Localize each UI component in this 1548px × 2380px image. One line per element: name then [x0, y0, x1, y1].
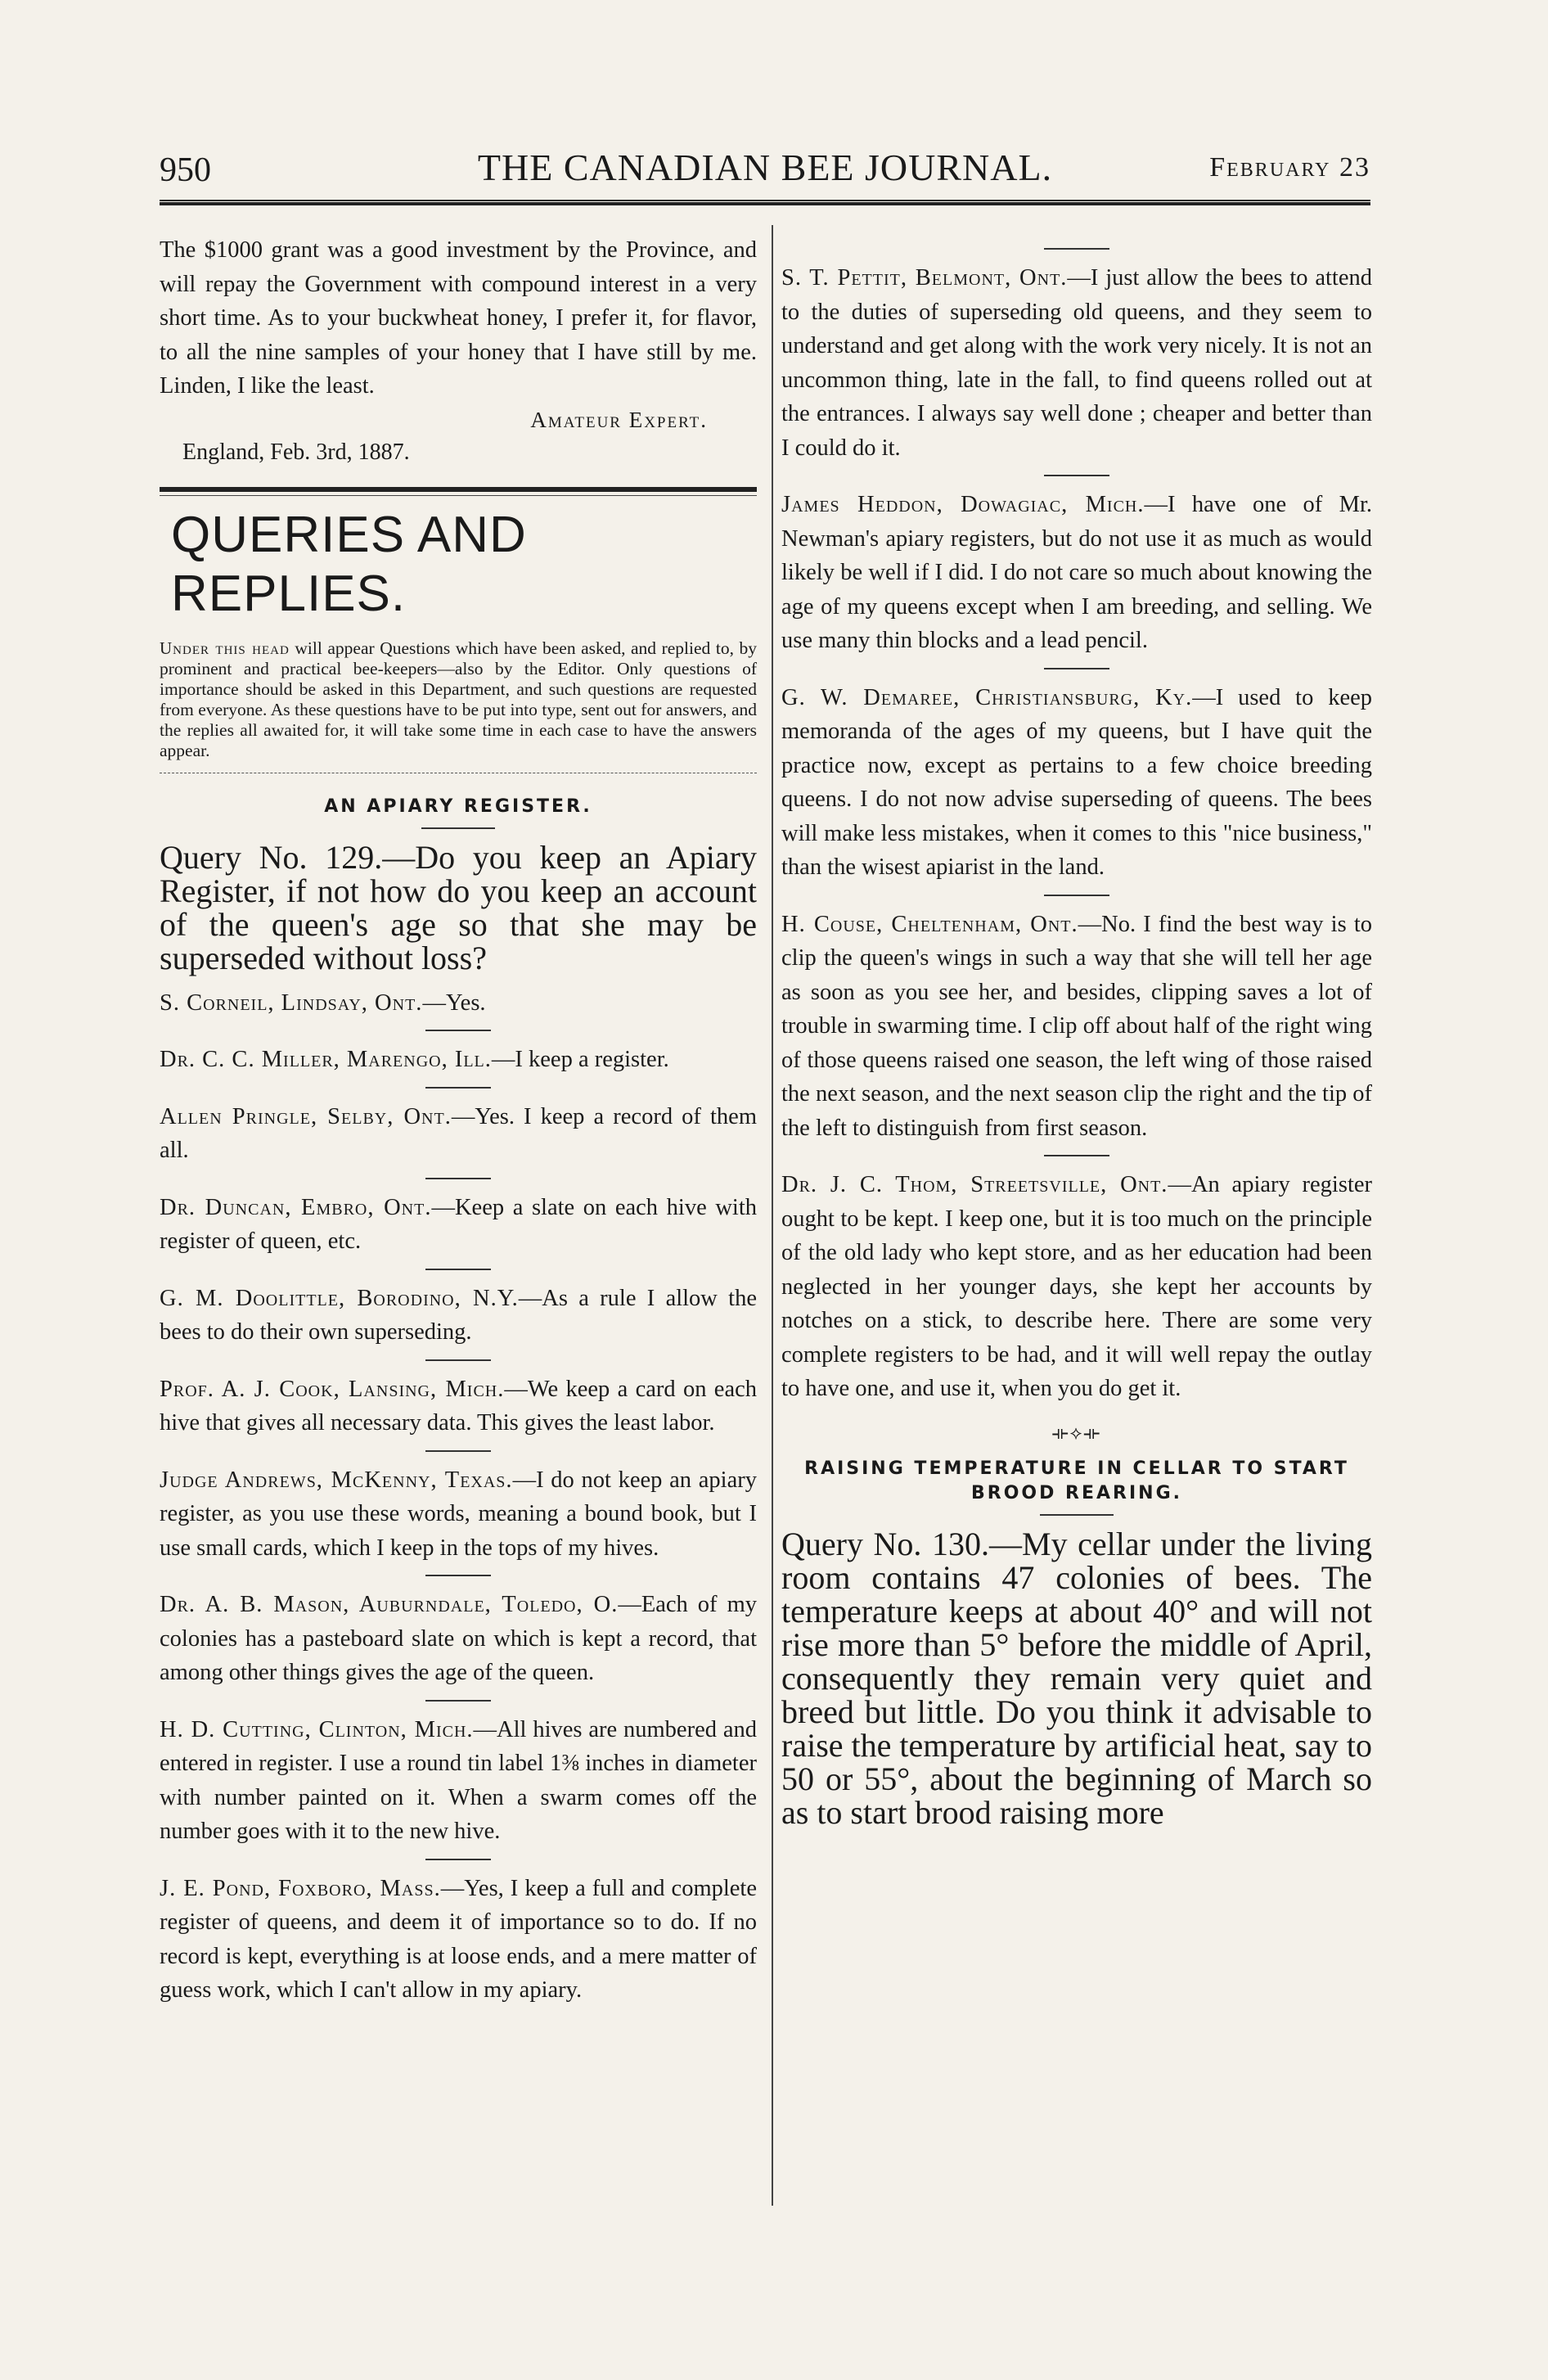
right-column: [781, 233, 1372, 1829]
answer-text: —I have one of Mr. Newman's apiary registers, but do not use it as much as would likely be well if I did. I do not care so much about knowing the age of my queens except when I am breeding, and selling. We use many thin blocks and a lead pencil.: [781, 492, 1372, 653]
answer-text: —As a rule I allow the bees to do their own superseding.: [160, 1285, 757, 1345]
heading-rule: [421, 827, 495, 829]
answer-author: S. T. Pettit, Belmont, Ont.: [781, 265, 1068, 291]
answer-separator: [425, 1450, 491, 1452]
answer-paragraph: [781, 488, 1372, 658]
answer-text: —Keep a slate on each hive with register of queen, etc.: [160, 1194, 757, 1254]
query-text: Query No. 129.—Do you keep an Apiary Register, if not how do you keep an account of the queen's age so that she may be superseded without loss?: [160, 838, 757, 976]
answer-separator: [425, 1700, 491, 1702]
answer-separator: [1044, 475, 1109, 476]
answer-paragraph: [781, 261, 1372, 465]
answer-text: —Yes. I keep a record of them all.: [160, 1103, 758, 1163]
ornament-divider: ⟛⟡⟛: [1051, 1422, 1102, 1443]
section-intro: [160, 638, 757, 761]
answer-author: H. D. Cutting, Clinton, Mich.: [160, 1716, 474, 1742]
answer-separator: [1044, 248, 1109, 250]
journal-title: THE CANADIAN BEE JOURNAL.: [477, 146, 1053, 188]
answer-paragraph: [781, 908, 1372, 1146]
answer-author: Dr. J. C. Thom, Streetsville, Ont.: [781, 1172, 1168, 1197]
answer-separator: [425, 1859, 491, 1860]
answer-author: Prof. A. J. Cook, Lansing, Mich.: [160, 1376, 505, 1402]
answer-author: Dr. Duncan, Embro, Ont.: [160, 1194, 432, 1220]
left-column: [160, 233, 757, 2008]
answer-author: G. M. Doolittle, Borodino, N.Y.: [160, 1285, 519, 1311]
answer-separator: [425, 1575, 491, 1576]
answer-separator: [1044, 668, 1109, 669]
section-rule-thin: [160, 495, 757, 496]
intro-lead: Under this head: [160, 638, 290, 658]
answer-author: Dr. A. B. Mason, Auburndale, Toledo, O.: [160, 1592, 619, 1617]
answer-text: —I keep a register.: [491, 1047, 669, 1072]
answer-paragraph: [160, 1191, 757, 1259]
header-rule: [160, 200, 1370, 205]
answer-paragraph: [160, 1463, 757, 1566]
letter-signature: Amateur Expert.: [530, 407, 708, 432]
answer-separator: [425, 1178, 491, 1179]
answer-paragraph: [160, 1713, 757, 1849]
answer-author: S. Corneil, Lindsay, Ont.: [160, 989, 423, 1016]
answer-text: —Yes.: [422, 989, 486, 1016]
issue-date: February 23: [1209, 152, 1370, 183]
letter-dateline: England, Feb. 3rd, 1887.: [182, 439, 410, 465]
page-header: [160, 146, 1370, 195]
letter-paragraph: The $1000 grant was a good investment by the Province, and will repay the Government with compound interest in a very short time. As to your buckwheat honey, I prefer it, for flavor, to all the nine samples of your honey that I have still by me. Linden, I like the least.: [160, 237, 757, 399]
answer-text: —I do not keep an apiary register, as you use these words, meaning a bound book, but I use small cards, which I keep in the tops of my hives.: [160, 1467, 757, 1561]
section-rule: [160, 487, 757, 492]
answer-paragraph: [781, 681, 1372, 885]
page-number: 950: [160, 151, 211, 189]
answer-paragraph: [160, 1588, 757, 1690]
answer-separator: [425, 1269, 491, 1270]
answer-paragraph: [781, 1168, 1372, 1406]
answer-author: James Heddon, Dowagiac, Mich.: [781, 492, 1145, 517]
answer-separator: [425, 1087, 491, 1089]
answer-author: Dr. C. C. Miller, Marengo, Ill.: [160, 1047, 492, 1072]
answer-text: —An apiary register ought to be kept. I keep one, but it is too much on the principle of the old lady who kept store, and as her education had been neglected in her younger days, she kept her accounts by notches on a stick, to describe here. There are some very complete registers to be had, and it will well repay the outlay to have one, and use it, when you do get it.: [781, 1172, 1373, 1401]
section-title: QUERIES AND REPLIES.: [171, 506, 527, 622]
answer-author: G. W. Demaree, Christiansburg, Ky.: [781, 684, 1193, 710]
column-divider: [772, 225, 773, 2206]
answer-text: —No. I find the best way is to clip the queen's wings in such a way that she will tell her age as soon as you see her, and besides, clipping saves a lot of trouble in swarming time. I clip off about half of the right wing of those queens raised one season, the left wing of those raised the next season, and the next season clip the right and the tip of the left to distinguish from first season.: [781, 911, 1372, 1141]
answer-text: —I used to keep memoranda of the ages of my queens, but I have quit the practice now, except as pertains to a few choice breeding queens. I do not now advise superseding of queens. The bees will make less mistakes, when it comes to this "nice business," than the wisest apiarist in the land.: [781, 684, 1373, 880]
answer-author: Judge Andrews, McKenny, Texas.: [160, 1467, 513, 1493]
answer-separator: [425, 1030, 491, 1031]
answer-text: —I just allow the bees to attend to the duties of superseding old queens, and they seem to understand and get along with the work very nicely. It is not an uncommon thing, late in the fall, to find queens rolled out at the entrances. I always say well done ; cheaper and better than I could do it.: [781, 265, 1372, 461]
answer-paragraph: [160, 986, 757, 1021]
answer-paragraph: [160, 1282, 757, 1350]
answer-text: —Yes, I keep a full and complete register of queens, and deem it of importance so to do. If no record is kept, everything is at loose ends, and a mere matter of guess work, which I can't allow in my apiary.: [160, 1875, 758, 2003]
query-heading: RAISING TEMPERATURE IN CELLAR TO START BROOD REARING.: [804, 1458, 1349, 1503]
answer-author: H. Couse, Cheltenham, Ont.: [781, 911, 1078, 937]
answer-text: —All hives are numbered and entered in register. I use a round tin label 1⅜ inches in diameter with number painted on it. When a swarm comes off the number goes with it to the new hive.: [160, 1716, 757, 1844]
answer-paragraph-continued: [160, 1872, 757, 2008]
heading-rule: [1040, 1514, 1114, 1516]
answer-separator: [1044, 1155, 1109, 1156]
query-heading: AN APIARY REGISTER.: [324, 796, 592, 817]
answer-author: Allen Pringle, Selby, Ont.: [160, 1103, 452, 1129]
answer-separator: [425, 1359, 491, 1361]
intro-text: will appear Questions which have been asked, and replied to, by prominent and practical bee-keepers—also by the Editor. Only questions of importance should be asked in this Department, and such questions are requested from everyone. As these questions have to be put into type, sent out for answers, and the replies all awaited for, it will take some time in each case to have the answers appear.: [160, 638, 757, 760]
answer-separator: [1044, 895, 1109, 896]
answer-text: —We keep a card on each hive that gives all necessary data. This gives the least labor.: [160, 1376, 757, 1436]
answer-paragraph: [160, 1043, 757, 1077]
answer-paragraph: [160, 1100, 757, 1168]
query-text: Query No. 130.—My cellar under the living room contains 47 colonies of bees. The temperature keeps at about 40° and will not rise more than 5° before the middle of April, consequently they remain very quiet and breed but little. Do you think it advisable to raise the temperature by artificial heat, say to 50 or 55°, about the beginning of March so as to start brood raising more: [781, 1525, 1372, 1831]
answer-author: J. E. Pond, Foxboro, Mass.: [160, 1875, 441, 1901]
answer-text: —Each of my colonies has a pasteboard slate on which is kept a record, that among other things gives the age of the queen.: [160, 1592, 757, 1685]
answer-paragraph: [160, 1373, 757, 1440]
